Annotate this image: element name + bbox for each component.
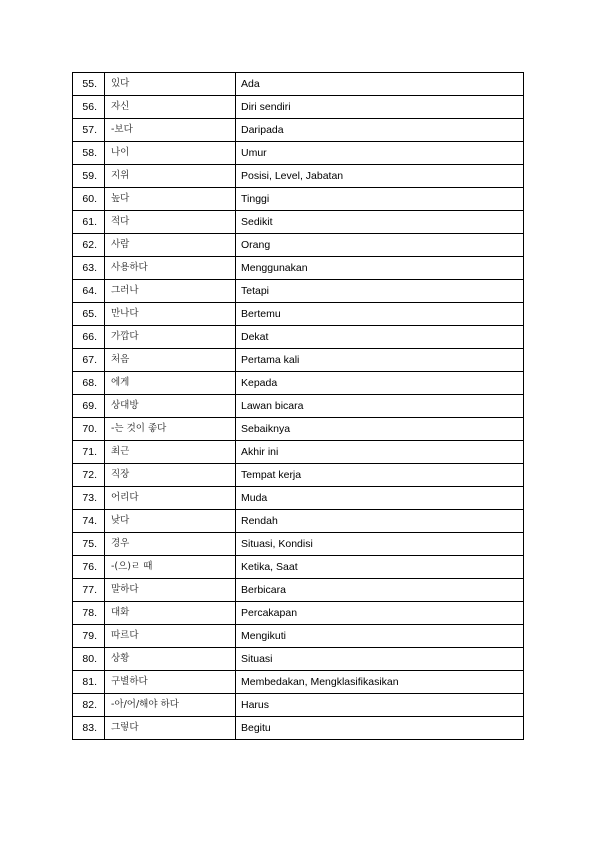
indonesian-meaning: Dekat [236,326,524,349]
korean-word: 경우 [105,533,236,556]
row-number: 66. [73,326,105,349]
indonesian-meaning: Diri sendiri [236,96,524,119]
korean-word: 낮다 [105,510,236,533]
table-row [73,579,524,602]
table-row [73,418,524,441]
vocabulary-table-body [73,73,524,740]
korean-word: 상대방 [105,395,236,418]
indonesian-meaning: Tetapi [236,280,524,303]
korean-word: 대화 [105,602,236,625]
korean-word: 사용하다 [105,257,236,280]
table-row [73,372,524,395]
vocabulary-table [72,72,524,740]
row-number: 77. [73,579,105,602]
row-number: 80. [73,648,105,671]
indonesian-meaning: Percakapan [236,602,524,625]
table-row [73,303,524,326]
table-row [73,648,524,671]
korean-word: 가깝다 [105,326,236,349]
row-number: 55. [73,73,105,96]
indonesian-meaning: Orang [236,234,524,257]
korean-word: 자신 [105,96,236,119]
indonesian-meaning: Ada [236,73,524,96]
korean-word: -(으)ㄹ 때 [105,556,236,579]
korean-word: 최근 [105,441,236,464]
table-row [73,96,524,119]
indonesian-meaning: Situasi [236,648,524,671]
row-number: 69. [73,395,105,418]
row-number: 61. [73,211,105,234]
indonesian-meaning: Kepada [236,372,524,395]
indonesian-meaning: Harus [236,694,524,717]
indonesian-meaning: Situasi, Kondisi [236,533,524,556]
table-row [73,717,524,740]
table-row [73,510,524,533]
row-number: 83. [73,717,105,740]
indonesian-meaning: Daripada [236,119,524,142]
table-row [73,694,524,717]
indonesian-meaning: Tinggi [236,188,524,211]
indonesian-meaning: Lawan bicara [236,395,524,418]
indonesian-meaning: Berbicara [236,579,524,602]
korean-word: 어리다 [105,487,236,510]
indonesian-meaning: Rendah [236,510,524,533]
indonesian-meaning: Menggunakan [236,257,524,280]
korean-word: 나이 [105,142,236,165]
table-row [73,602,524,625]
table-row [73,280,524,303]
table-row [73,487,524,510]
korean-word: 있다 [105,73,236,96]
row-number: 59. [73,165,105,188]
korean-word: 그러나 [105,280,236,303]
indonesian-meaning: Sedikit [236,211,524,234]
indonesian-meaning: Umur [236,142,524,165]
row-number: 81. [73,671,105,694]
table-row [73,234,524,257]
indonesian-meaning: Akhir ini [236,441,524,464]
korean-word: 구별하다 [105,671,236,694]
row-number: 56. [73,96,105,119]
indonesian-meaning: Mengikuti [236,625,524,648]
korean-word: -보다 [105,119,236,142]
row-number: 72. [73,464,105,487]
table-row [73,349,524,372]
korean-word: 지위 [105,165,236,188]
table-row [73,165,524,188]
korean-word: 만나다 [105,303,236,326]
korean-word: 높다 [105,188,236,211]
row-number: 67. [73,349,105,372]
indonesian-meaning: Pertama kali [236,349,524,372]
table-row [73,395,524,418]
row-number: 75. [73,533,105,556]
row-number: 78. [73,602,105,625]
table-row [73,441,524,464]
korean-word: 적다 [105,211,236,234]
row-number: 60. [73,188,105,211]
table-row [73,211,524,234]
table-row [73,257,524,280]
table-row [73,142,524,165]
korean-word: 에게 [105,372,236,395]
indonesian-meaning: Tempat kerja [236,464,524,487]
row-number: 74. [73,510,105,533]
korean-word: 상황 [105,648,236,671]
indonesian-meaning: Bertemu [236,303,524,326]
table-row [73,326,524,349]
row-number: 68. [73,372,105,395]
indonesian-meaning: Membedakan, Mengklasifikasikan [236,671,524,694]
table-row [73,119,524,142]
korean-word: 사람 [105,234,236,257]
indonesian-meaning: Begitu [236,717,524,740]
row-number: 65. [73,303,105,326]
row-number: 73. [73,487,105,510]
table-row [73,464,524,487]
korean-word: 말하다 [105,579,236,602]
table-row [73,73,524,96]
table-row [73,556,524,579]
row-number: 71. [73,441,105,464]
table-row [73,671,524,694]
indonesian-meaning: Ketika, Saat [236,556,524,579]
korean-word: -는 것이 좋다 [105,418,236,441]
row-number: 82. [73,694,105,717]
korean-word: 따르다 [105,625,236,648]
table-row [73,188,524,211]
row-number: 63. [73,257,105,280]
row-number: 76. [73,556,105,579]
table-row [73,533,524,556]
row-number: 57. [73,119,105,142]
row-number: 64. [73,280,105,303]
table-row [73,625,524,648]
korean-word: 처음 [105,349,236,372]
row-number: 70. [73,418,105,441]
indonesian-meaning: Muda [236,487,524,510]
korean-word: 그렇다 [105,717,236,740]
row-number: 79. [73,625,105,648]
indonesian-meaning: Posisi, Level, Jabatan [236,165,524,188]
row-number: 58. [73,142,105,165]
row-number: 62. [73,234,105,257]
korean-word: -아/어/해야 하다 [105,694,236,717]
indonesian-meaning: Sebaiknya [236,418,524,441]
korean-word: 직장 [105,464,236,487]
